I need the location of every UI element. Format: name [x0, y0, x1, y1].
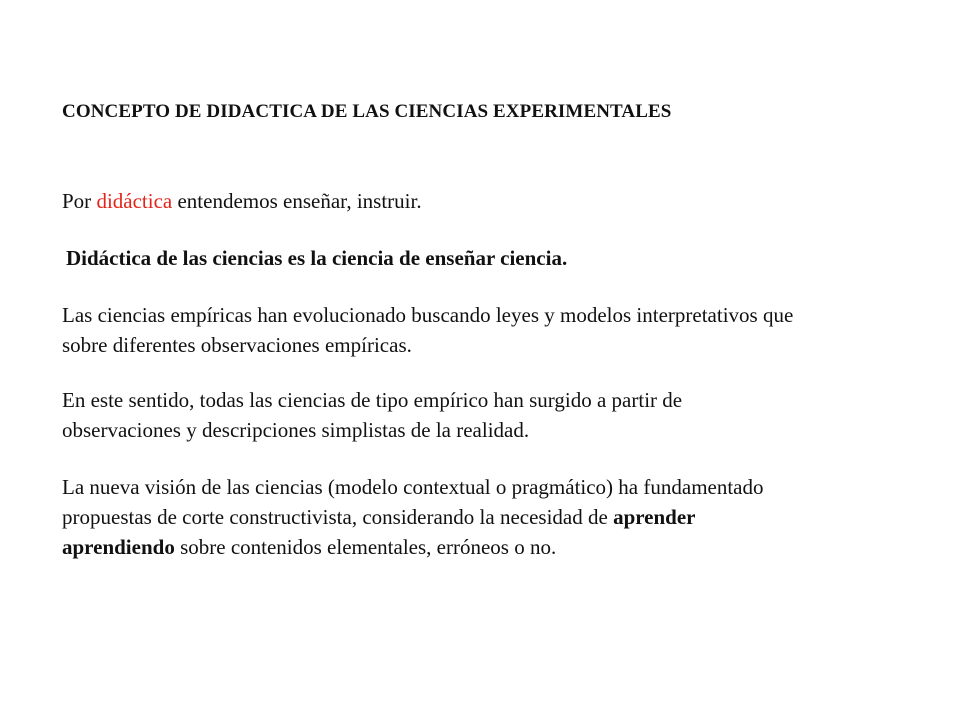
paragraph-line: sobre diferentes observaciones empíricas.	[62, 333, 412, 357]
paragraph-definition-prefix: Por	[62, 189, 97, 213]
paragraph-line: La nueva visión de las ciencias (modelo contextual o pragmático) ha fundamentado	[62, 475, 764, 499]
paragraph-line	[62, 532, 764, 562]
highlight-term: didáctica	[96, 189, 173, 213]
line-text: sobre contenidos elementales, erróneos o no.	[174, 535, 557, 559]
paragraph-empirical-origin	[62, 385, 682, 445]
paragraph-empirical-sciences	[62, 300, 793, 360]
slide-title: CONCEPTO DE DIDACTICA DE LAS CIENCIAS EXPERIMENTALES	[62, 101, 672, 122]
paragraph-line: observaciones y descripciones simplistas de la realidad.	[62, 418, 530, 442]
paragraph-line: En este sentido, todas las ciencias de tipo empírico han surgido a partir de	[62, 388, 683, 412]
paragraph-definition-suffix: entendemos enseñar, instruir.	[172, 189, 422, 213]
paragraph-line	[62, 502, 764, 532]
bold-term: aprender	[613, 505, 696, 529]
paragraph-line: Las ciencias empíricas han evolucionado buscando leyes y modelos interpretativos que	[62, 303, 794, 327]
paragraph-definition	[62, 186, 422, 216]
bold-term: aprendiendo	[62, 535, 175, 559]
paragraph-new-vision	[62, 472, 764, 562]
line-text: propuestas de corte constructivista, considerando la necesidad de	[62, 505, 614, 529]
slide	[62, 0, 922, 720]
paragraph-bold-statement: Didáctica de las ciencias es la ciencia de enseñar ciencia.	[66, 246, 568, 270]
